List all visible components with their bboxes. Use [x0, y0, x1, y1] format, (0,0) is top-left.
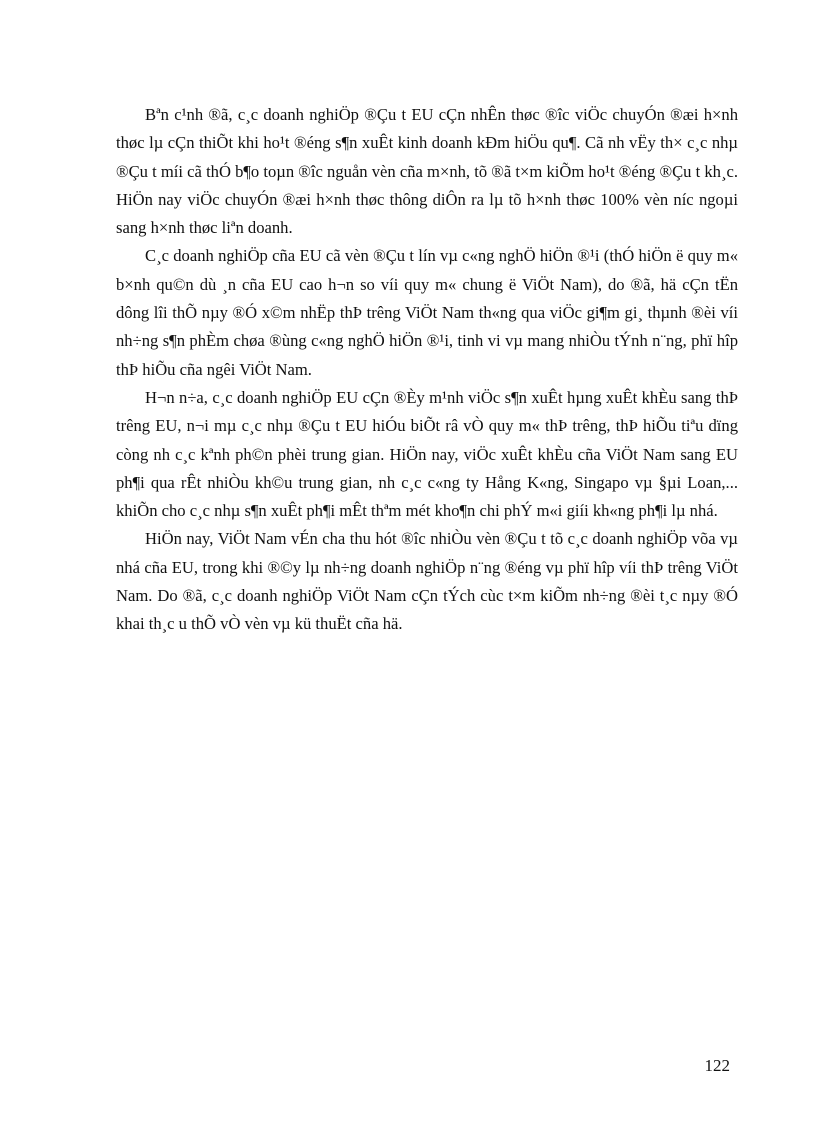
page-number: 122 — [704, 1056, 730, 1075]
paragraph-4: HiÖn nay, ViÖt Nam vÉn cha thu hót ®îc nhiÒu vèn ®Çu t tõ c¸c doanh nghiÖp võa vµ nhá cña EU, trong khi ®©y lµ nh÷ng doanh nghiÖp n¨ng ®éng vµ phï hîp víi thÞ trêng ViÖt Nam. Do ®ã, c¸c doanh nghiÖp ViÖt Nam cÇn tÝch cùc t×m kiÕm nh÷ng ®èi t¸c nµy ®Ó khai th¸c u thÕ vÒ vèn vµ kü thuËt cña hä. — [116, 529, 738, 634]
paragraph-3: H¬n n÷a, c¸c doanh nghiÖp EU cÇn ®Èy m¹nh viÖc s¶n xuÊt hµng xuÊt khÈu sang thÞ trêng EU, n¬i mµ c¸c nhµ ®Çu t EU hiÓu biÕt râ vÒ quy m« thÞ trêng, thÞ hiÕu tiªu dïng còng nh c¸c kªnh ph©n phèi trung gian. HiÖn nay, viÖc xuÊt khÈu cña ViÖt Nam sang EU ph¶i qua rÊt nhiÒu kh©u trung gian, nh c¸c c«ng ty Hång K«ng, Singapo vµ §µi Loan,... khiÕn cho c¸c nhµ s¶n xuÊt ph¶i mÊt thªm mét kho¶n chi phÝ m«i giíi kh«ng ph¶i lµ nhá. — [116, 387, 738, 521]
document-body — [116, 101, 738, 639]
paragraph-1: Bªn c¹nh ®ã, c¸c doanh nghiÖp ®Çu t EU cÇn nhÊn thøc ®îc viÖc chuyÓn ®æi h×nh thøc lµ cÇn thiÕt khi ho¹t ®éng s¶n xuÊt kinh doanh kÐm hiÖu qu¶. Cã nh vËy th× c¸c nhµ ®Çu t míi cã thÓ b¶o toµn ®îc nguån vèn cña m×nh, tõ ®ã t×m kiÕm ho¹t ®éng ®Çu t kh¸c. HiÖn nay viÖc chuyÓn ®æi h×nh thøc thông diÔn ra lµ tõ h×nh thøc 100% vèn níc ngoµi sang h×nh thøc liªn doanh. — [116, 105, 738, 238]
paragraph-2: C¸c doanh nghiÖp cña EU cã vèn ®Çu t lín vµ c«ng nghÖ hiÖn ®¹i (thÓ hiÖn ë quy m« b×nh qu©n dù ¸n cña EU cao h¬n so víi quy m« chung ë ViÖt Nam), do ®ã, hä cÇn tËn dông lîi thÕ nµy ®Ó x©m nhËp thÞ trêng ViÖt Nam th«ng qua viÖc gi¶m gi¸ thµnh ®èi víi nh÷ng s¶n phÈm chøa ®ùng c«ng nghÖ hiÖn ®¹i, tinh vi vµ mang nhiÒu tÝnh n¨ng, phï hîp thÞ hiÕu cña ngêi ViÖt Nam. — [116, 246, 738, 379]
